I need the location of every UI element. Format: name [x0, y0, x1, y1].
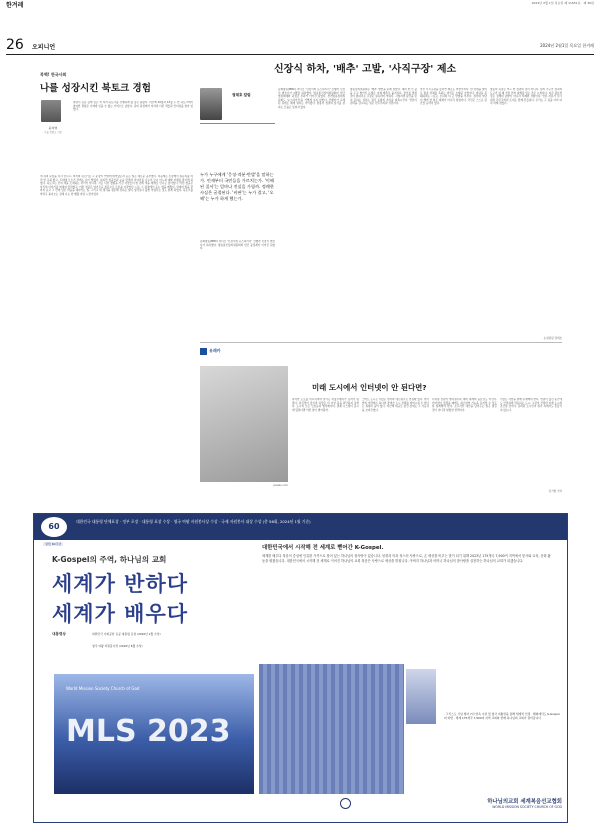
section-title: 오피니언 [32, 44, 56, 51]
masthead-name: 한겨레 [6, 2, 24, 9]
advertisement [33, 513, 568, 823]
header-date: 2024년 2월1일 목요일 한겨레 [540, 43, 594, 48]
ad-notes: · 그리스도 기념 행사 7년 연속 수상 및 영국 여왕상을 통해 세계적 인정 · 해외에서도 K-Gospel의 바람 · 세계 175개국 7,900여 지역 교회와 함께 하나님의 교회가 걸어갑니다 [444, 712, 560, 720]
church-name-ko: 하나님의교회 세계복음선교협회 [487, 799, 562, 805]
event-photo-title: MLS 2023 [66, 714, 231, 749]
church-logo-icon [340, 798, 351, 809]
event-photo [54, 674, 254, 794]
divider [200, 342, 562, 343]
pull-quote: 누가 누구에게 '응징·격분·반발'을 말하는가. 언제부터 국민들을 가르치는가. '이해된 질서'는 얼마나 진실을 가릴까. 정례한 사실은 굴절된다. '비판'는 누가 결고, '오해'는 누가 하게 했는가. [200, 172, 274, 201]
editorial-body: 문화방송(MBC) 라디오 '신장식의 뉴스하이킥' 진행자 신장식 변호사가 1월말 하차했다. 방송통신심의위원회의 잇단 법정제재와 과징금 부과가 이어진 뒤였다. 선거방송심의위원회도 '뉴스하이킥'을 가볍게 보지 않았다. 진행자가 교체된 뒤에도 제재 절차는 이어졌다. 방송이 정권의 심기를 살피는 모습은 낯설지 않다. [278, 88, 345, 109]
editorial-body: 부산 사직구장을 둘러싼 제소도 마찬가지다. 한 장면을 빌미로 방송 전체를 옥죄는 방식은 오래된 수법이다. 비판을 봉쇄하려는 시도는 오히려 더 큰 반발을 부른다. 정부와 여당이 해야 할 일은 제재가 아니라 설명이다. 국민은 스스로 판단할 능력이 있다. [420, 88, 487, 105]
page-header [6, 35, 594, 55]
award-item: 대한민국 사회공헌 유공 대통령 표창 (2016년 2월 수상) [92, 632, 161, 636]
ad-headline-2: 세계가 배우다 [52, 602, 189, 626]
essay-title: 나를 성장시킨 북토크 경험 [40, 83, 151, 94]
crowd-photo [259, 664, 404, 794]
ad-top-banner [34, 514, 568, 540]
column-body: 스마트 도시는 수많은 센서와 네트워크로 연결돼 있다. 편리함의 이면에는 하나의 장애가 도시 전체를 마비시킬 수 있다는 위험이 숨어 있다. 지난해 대규모 통신 장애는 그 가능성을 보여주었다. [362, 398, 429, 412]
side-photo [406, 669, 436, 724]
essay-kicker: 북핵! 한국사회 [40, 72, 67, 77]
essay-body: 책 속의 문장을 다시 만나고, 저자의 목소리로 그 문장이 어떻게 태어났는지 듣는 일은 새로운 공부였다. 처음에는 긴장해서 질문지를 여러 번 고쳐 썼고, 무대에 오르기 전에는 손이 떨렸다. 하지만 청중들과 눈을 맞추며 이야기를 나누다 보니 어느새 대화 자체를 즐기게 되었다. 북토크는 단지 책을 소개하는 자리가 아니라, 서로 다른 경험을 가진 사람들이 한 권의 책을 매개로 만나는 장이었다. 어떤 청중은 자신의 이야기를 꺼내며 울먹였고, 어떤 청중은 날카로운 질문으로 토론을 이끌었다. 나는 그 과정에서 듣는 법을 배웠다. 상대의 말을 끝까지 듣고 그 안에 담긴 마음을 헤아리는 일, 그리고 내 생각을 정돈해 전하는 일이 생각보다 훨씬 어렵다는 것도 알게 되었다. 북토크를 마치고 돌아오는 길에 나는 한 뼘쯤 자란 느낌이었다. [40, 175, 193, 196]
column-title: 미래 도시에서 인터넷이 안 된다면? [312, 383, 427, 392]
ad-right-body: 세계를 배우다 복음의 중심에 인류를 가족으로 품어 있는 하나님의 참사랑이 있습니다. 성경과 의과 성스러 사랑으로, 온 세상을 비추는 빛이 되기 위해 2023년 175개국 7,900여 지역에서 봉사와 교육, 문화 활동을 펼쳤습니다. 대한민국에서 시작해 전 세계로 이어진 하나님의 교회 복음은 사랑으로 세상을 밝힙니다. 아버지 하나님과 어머니 하나님의 참사랑을 실천하는 하나님의 교회가 되겠습니다. [262, 554, 551, 563]
photo-caption: pexels.com [273, 484, 288, 487]
editorial-body: 방송의 독립은 어느 한 정권의 것이 아니다. 심의 기구가 정치의 도구가 될 때 가장 먼저 피해를 입는 것은 시청자다. 지금 필요한 것은 징계의 남발이 아니라 자제와 성찰이다. 언론 자유가 무너지면 민주주의의 토대도 함께 흔들린다. 우리는 그 길을 이미 여러 차례 겪었다. [490, 88, 562, 105]
anniversary-label: 설립 60주년 [45, 542, 62, 546]
ad-award-headline: 대한민국 대통령 단체표창 · 정부 포장 · 대통령 표창 수상 · 영국 여왕 자원봉사상 수상 · 국제 자원봉사 대상 수상 (총 56회, 2024년 1월 기준) [76, 519, 311, 524]
editorial-title: 신장식 하차, '배추' 고발, '사직구장' 제소 [274, 64, 457, 75]
ad-headline-1: 세계가 반하다 [52, 572, 189, 596]
essay-body: 살면서 감동 깊게 읽은 책 저자 북토크를 진행하게 될 줄은 몰랐다. 지난해 10월과 12월 두 번 북토크에서 참여한 경험은 나에게 잊을 수 없는 기억으로 남았다. 준비 과정에서 저자의 다른 책들과 인터뷰를 찾아 읽었다. [73, 101, 193, 111]
ad-right-title: 대한민국에서 시작해 전 세계로 뻗어간 K-Gospel. [262, 545, 384, 551]
column-body: 기술은 사람을 위해 존재해야 한다. 연결이 끊긴 순간에도 안전하게 작동하는 도시, 그것이 진정한 미래 도시의 조건일 것이다. 준비된 도시만이 위기 속에서도 흔들리지 않는다. [500, 398, 562, 412]
column-signature: 김기범 기자 [548, 490, 562, 493]
award-label: 대통령상 [52, 632, 66, 636]
editorial-body: 방송심의위원회는 '배추' 발언을 문제 삼았다. 대파 한 단 값을 두고 벌어진 논쟁은 이제 배추로 옮겨갔다. 물가를 말한 것이 편파라는 주장은 설득력이 약하다. 시청자의 판단을 믿지 못하는 심의는 결국 표현의 자유를 위축시킨다. 언론이 권력을 감시하는 일은 민주주의의 기본이다. [350, 88, 417, 105]
event-photo-caption: World Mission Society Church of God [66, 686, 140, 691]
essay-author-desc: 서울 정원고 거문 [44, 131, 62, 134]
masthead-strip [6, 0, 594, 7]
editorial-signature: 논설위원 권태호 [543, 337, 562, 340]
ad-slogan: K-Gospel의 주역, 하나님의 교회 [52, 555, 167, 564]
church-name-en: WORLD MISSION SOCIETY CHURCH OF GOD [492, 805, 562, 809]
divider [200, 123, 275, 124]
columnist-photo [200, 88, 222, 120]
column-logo-icon [200, 348, 207, 355]
column-photo [200, 366, 288, 482]
column-logo-label: 유레카 [209, 348, 221, 353]
column-body: 복작한 도로를 미끄러지며 달리는 자율주행차가 갑자기 멈춘다. 통신망이 끊기자 차량은 더 이상 길을 판단하지 못한다. 도시의 모든 신호등과 엘리베이터, 결제 시스템이 동시에 멈춘다면 어떤 일이 벌어질까. [292, 398, 359, 412]
award-item: 영국 여왕 자원봉사상 (2016년 6월 수상) [92, 644, 143, 648]
essay-author: 윤지영 [48, 126, 58, 130]
page-number: 26 [6, 37, 24, 53]
church-name-block [354, 797, 562, 809]
editorial-byline: 권태호 칼럼 [232, 93, 251, 97]
masthead-date: 2024년 2월 1일 목요일 제 11651호 · 제 36판 [531, 1, 594, 5]
editorial-body: 문화방송(MBC) 라디오 '신장식의 뉴스하이킥' 진행자 신장식 변호사가 하차했다. 방송통신심의위원회의 잇단 중징계가 이어진 뒤였다. [200, 240, 275, 250]
author-photo [41, 100, 61, 122]
column-body: 디지털 전환이 빨라질수록 예비 체계의 중요성도 커진다. 인터넷이 끊겼을 때에도 최소한의 기능을 유지할 수 있도록 설계해야 한다. 오프라인 대안을 남겨두는 일은 낡은 것이 아니라 현명한 선택이다. [432, 398, 497, 412]
award-box [52, 630, 232, 666]
anniversary-badge: 60 [41, 517, 67, 537]
